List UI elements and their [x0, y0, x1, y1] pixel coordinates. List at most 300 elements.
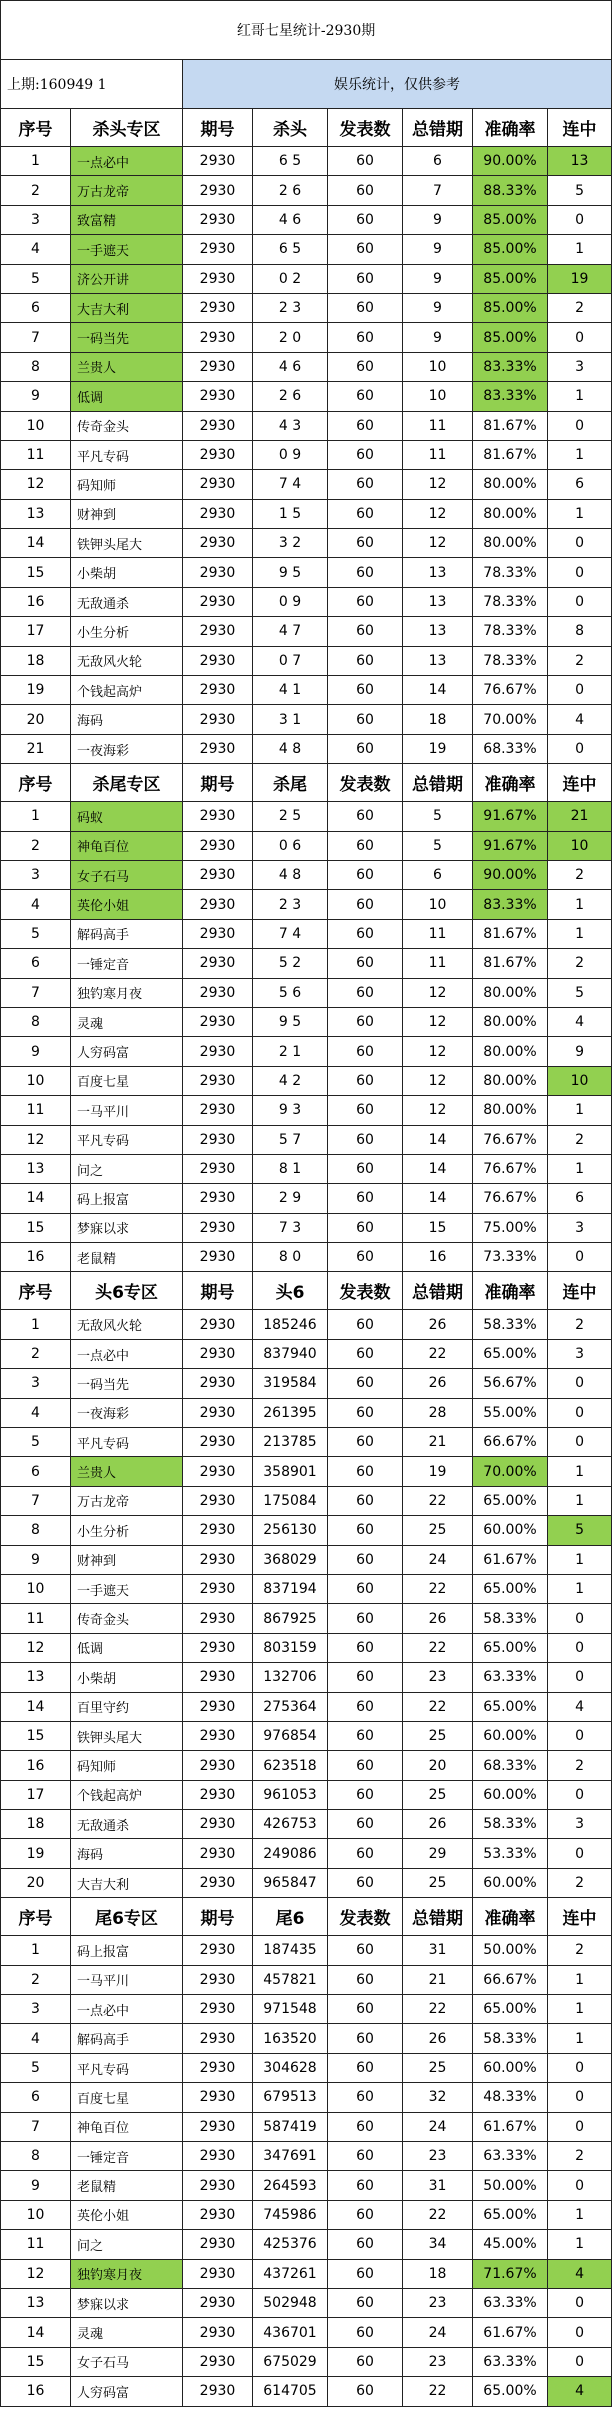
table-row	[1, 235, 612, 264]
streak-cell: 5	[548, 1516, 612, 1545]
accuracy-cell: 70.00%	[473, 705, 548, 734]
index-cell: 10	[1, 1066, 71, 1095]
accuracy-cell: 80.00%	[473, 470, 548, 499]
published-cell: 60	[328, 529, 403, 558]
table-row	[1, 2259, 612, 2288]
published-cell: 60	[328, 411, 403, 440]
code-cell: 2 6	[253, 382, 328, 411]
errors-cell: 21	[403, 1965, 473, 1994]
code-cell: 2 3	[253, 293, 328, 322]
name-cell: 码知师	[71, 1751, 183, 1780]
name-cell: 无敌通杀	[71, 1810, 183, 1839]
streak-cell: 2	[548, 1310, 612, 1339]
issue-cell: 2930	[183, 890, 253, 919]
code-cell: 803159	[253, 1633, 328, 1662]
accuracy-cell: 81.67%	[473, 949, 548, 978]
errors-cell: 26	[403, 1810, 473, 1839]
accuracy-cell: 66.67%	[473, 1965, 548, 1994]
errors-cell: 12	[403, 470, 473, 499]
published-cell: 60	[328, 802, 403, 831]
errors-cell: 26	[403, 1604, 473, 1633]
issue-cell: 2930	[183, 1692, 253, 1721]
published-cell: 60	[328, 1751, 403, 1780]
table-row	[1, 1516, 612, 1545]
code-cell: 6 5	[253, 147, 328, 176]
accuracy-cell: 60.00%	[473, 1780, 548, 1809]
table-row	[1, 1369, 612, 1398]
published-cell: 60	[328, 1066, 403, 1095]
name-cell: 平凡专码	[71, 440, 183, 469]
published-cell: 60	[328, 1721, 403, 1750]
index-cell: 7	[1, 2112, 71, 2141]
index-cell: 16	[1, 1751, 71, 1780]
index-cell: 10	[1, 2200, 71, 2229]
errors-cell: 9	[403, 205, 473, 234]
errors-cell: 23	[403, 2288, 473, 2317]
table-row	[1, 949, 612, 978]
index-cell: 21	[1, 734, 71, 763]
streak-cell: 1	[548, 1545, 612, 1574]
published-cell: 60	[328, 1936, 403, 1965]
table-row	[1, 2200, 612, 2229]
streak-cell: 3	[548, 1810, 612, 1839]
accuracy-cell: 85.00%	[473, 323, 548, 352]
accuracy-cell: 55.00%	[473, 1398, 548, 1427]
header-streak: 连中	[548, 1272, 612, 1310]
errors-cell: 22	[403, 1633, 473, 1662]
accuracy-cell: 80.00%	[473, 1037, 548, 1066]
streak-cell: 0	[548, 2053, 612, 2082]
table-row	[1, 499, 612, 528]
table-row	[1, 1692, 612, 1721]
header-errors: 总错期	[403, 1898, 473, 1936]
accuracy-cell: 58.33%	[473, 1810, 548, 1839]
table-row	[1, 2318, 612, 2347]
table-row	[1, 1213, 612, 1242]
accuracy-cell: 50.00%	[473, 2171, 548, 2200]
errors-cell: 23	[403, 1663, 473, 1692]
name-cell: 铁钾头尾大	[71, 529, 183, 558]
accuracy-cell: 60.00%	[473, 1868, 548, 1897]
accuracy-cell: 61.67%	[473, 2112, 548, 2141]
index-cell: 15	[1, 1721, 71, 1750]
errors-cell: 31	[403, 1936, 473, 1965]
index-cell: 11	[1, 2230, 71, 2259]
name-cell: 平凡专码	[71, 1125, 183, 1154]
table-row	[1, 529, 612, 558]
code-cell: 368029	[253, 1545, 328, 1574]
name-cell: 码上报富	[71, 1936, 183, 1965]
published-cell: 60	[328, 1780, 403, 1809]
table-row	[1, 1965, 612, 1994]
page-title: 红哥七星统计-2930期	[1, 1, 612, 60]
index-cell: 7	[1, 1486, 71, 1515]
errors-cell: 22	[403, 2200, 473, 2229]
issue-cell: 2930	[183, 2318, 253, 2347]
streak-cell: 2	[548, 860, 612, 889]
index-cell: 2	[1, 1339, 71, 1368]
published-cell: 60	[328, 587, 403, 616]
code-cell: 2 0	[253, 323, 328, 352]
errors-cell: 14	[403, 1154, 473, 1183]
index-cell: 14	[1, 1184, 71, 1213]
code-cell: 623518	[253, 1751, 328, 1780]
code-cell: 867925	[253, 1604, 328, 1633]
name-cell: 一锤定音	[71, 2142, 183, 2171]
errors-cell: 26	[403, 1369, 473, 1398]
index-cell: 3	[1, 1369, 71, 1398]
errors-cell: 15	[403, 1213, 473, 1242]
streak-cell: 4	[548, 1007, 612, 1036]
errors-cell: 22	[403, 2377, 473, 2406]
errors-cell: 25	[403, 1868, 473, 1897]
name-cell: 老鼠精	[71, 1243, 183, 1272]
errors-cell: 25	[403, 2053, 473, 2082]
accuracy-cell: 50.00%	[473, 1936, 548, 1965]
code-cell: 2 9	[253, 1184, 328, 1213]
table-row	[1, 1721, 612, 1750]
table-row	[1, 705, 612, 734]
name-cell: 神龟百位	[71, 2112, 183, 2141]
index-cell: 1	[1, 802, 71, 831]
issue-cell: 2930	[183, 2024, 253, 2053]
errors-cell: 32	[403, 2083, 473, 2112]
accuracy-cell: 66.67%	[473, 1428, 548, 1457]
errors-cell: 20	[403, 1751, 473, 1780]
table-row	[1, 1007, 612, 1036]
name-cell: 兰贵人	[71, 1457, 183, 1486]
streak-cell: 3	[548, 1339, 612, 1368]
streak-cell: 1	[548, 440, 612, 469]
name-cell: 平凡专码	[71, 1428, 183, 1457]
errors-cell: 12	[403, 1066, 473, 1095]
issue-cell: 2930	[183, 1066, 253, 1095]
table-row	[1, 1868, 612, 1897]
table-row	[1, 2171, 612, 2200]
code-cell: 0 2	[253, 264, 328, 293]
code-cell: 4 6	[253, 205, 328, 234]
streak-cell: 1	[548, 1457, 612, 1486]
name-cell: 一点必中	[71, 147, 183, 176]
published-cell: 60	[328, 176, 403, 205]
code-cell: 256130	[253, 1516, 328, 1545]
code-cell: 5 7	[253, 1125, 328, 1154]
issue-cell: 2930	[183, 440, 253, 469]
issue-cell: 2930	[183, 617, 253, 646]
streak-cell: 21	[548, 802, 612, 831]
issue-cell: 2930	[183, 831, 253, 860]
streak-cell: 9	[548, 1037, 612, 1066]
errors-cell: 5	[403, 831, 473, 860]
table-row	[1, 1839, 612, 1868]
index-cell: 3	[1, 860, 71, 889]
streak-cell: 0	[548, 1721, 612, 1750]
issue-cell: 2930	[183, 1398, 253, 1427]
accuracy-cell: 76.67%	[473, 676, 548, 705]
issue-cell: 2930	[183, 2053, 253, 2082]
index-cell: 2	[1, 831, 71, 860]
streak-cell: 1	[548, 235, 612, 264]
streak-cell: 0	[548, 2347, 612, 2376]
table-row	[1, 2142, 612, 2171]
header-code: 头6	[253, 1272, 328, 1310]
table-row	[1, 617, 612, 646]
published-cell: 60	[328, 293, 403, 322]
accuracy-cell: 53.33%	[473, 1839, 548, 1868]
streak-cell: 0	[548, 2112, 612, 2141]
index-cell: 9	[1, 1545, 71, 1574]
accuracy-cell: 80.00%	[473, 1066, 548, 1095]
index-cell: 6	[1, 293, 71, 322]
code-cell: 0 7	[253, 646, 328, 675]
streak-cell: 19	[548, 264, 612, 293]
accuracy-cell: 65.00%	[473, 1486, 548, 1515]
index-cell: 19	[1, 1839, 71, 1868]
streak-cell: 0	[548, 1243, 612, 1272]
published-cell: 60	[328, 1184, 403, 1213]
published-cell: 60	[328, 1810, 403, 1839]
published-cell: 60	[328, 499, 403, 528]
code-cell: 426753	[253, 1810, 328, 1839]
published-cell: 60	[328, 1545, 403, 1574]
name-cell: 一码当先	[71, 323, 183, 352]
header-published: 发表数	[328, 1898, 403, 1936]
name-cell: 女子石马	[71, 860, 183, 889]
errors-cell: 11	[403, 411, 473, 440]
code-cell: 965847	[253, 1868, 328, 1897]
published-cell: 60	[328, 919, 403, 948]
accuracy-cell: 60.00%	[473, 2053, 548, 2082]
accuracy-cell: 80.00%	[473, 529, 548, 558]
streak-cell: 2	[548, 293, 612, 322]
published-cell: 60	[328, 382, 403, 411]
name-cell: 兰贵人	[71, 352, 183, 381]
issue-cell: 2930	[183, 1633, 253, 1662]
issue-cell: 2930	[183, 1751, 253, 1780]
header-index: 序号	[1, 764, 71, 802]
name-cell: 一码当先	[71, 1369, 183, 1398]
errors-cell: 22	[403, 1995, 473, 2024]
issue-cell: 2930	[183, 1125, 253, 1154]
accuracy-cell: 63.33%	[473, 2142, 548, 2171]
streak-cell: 1	[548, 1154, 612, 1183]
errors-cell: 22	[403, 1339, 473, 1368]
errors-cell: 21	[403, 1428, 473, 1457]
accuracy-cell: 91.67%	[473, 802, 548, 831]
name-cell: 码上报富	[71, 1184, 183, 1213]
published-cell: 60	[328, 352, 403, 381]
errors-cell: 22	[403, 1692, 473, 1721]
issue-cell: 2930	[183, 1936, 253, 1965]
issue-cell: 2930	[183, 2347, 253, 2376]
errors-cell: 34	[403, 2230, 473, 2259]
streak-cell: 0	[548, 1398, 612, 1427]
index-cell: 14	[1, 2318, 71, 2347]
streak-cell: 1	[548, 382, 612, 411]
table-row	[1, 1663, 612, 1692]
errors-cell: 16	[403, 1243, 473, 1272]
table-row	[1, 646, 612, 675]
errors-cell: 24	[403, 2112, 473, 2141]
table-row	[1, 1184, 612, 1213]
errors-cell: 9	[403, 323, 473, 352]
accuracy-cell: 80.00%	[473, 1007, 548, 1036]
name-cell: 一夜海彩	[71, 1398, 183, 1427]
code-cell: 304628	[253, 2053, 328, 2082]
streak-cell: 0	[548, 1428, 612, 1457]
code-cell: 5 6	[253, 978, 328, 1007]
issue-cell: 2930	[183, 1428, 253, 1457]
index-cell: 20	[1, 1868, 71, 1897]
published-cell: 60	[328, 2318, 403, 2347]
table-row	[1, 440, 612, 469]
errors-cell: 6	[403, 860, 473, 889]
table-row	[1, 2230, 612, 2259]
name-cell: 梦寐以求	[71, 1213, 183, 1242]
accuracy-cell: 76.67%	[473, 1184, 548, 1213]
errors-cell: 25	[403, 1721, 473, 1750]
issue-cell: 2930	[183, 2083, 253, 2112]
issue-cell: 2930	[183, 802, 253, 831]
issue-cell: 2930	[183, 2142, 253, 2171]
last-issue-result: 上期:160949 1	[1, 60, 183, 109]
accuracy-cell: 65.00%	[473, 1995, 548, 2024]
code-cell: 5 2	[253, 949, 328, 978]
accuracy-cell: 65.00%	[473, 1574, 548, 1603]
code-cell: 675029	[253, 2347, 328, 2376]
issue-cell: 2930	[183, 382, 253, 411]
code-cell: 9 3	[253, 1096, 328, 1125]
errors-cell: 13	[403, 617, 473, 646]
streak-cell: 6	[548, 1184, 612, 1213]
header-issue: 期号	[183, 1272, 253, 1310]
issue-cell: 2930	[183, 734, 253, 763]
errors-cell: 9	[403, 293, 473, 322]
errors-cell: 13	[403, 646, 473, 675]
name-cell: 一锤定音	[71, 949, 183, 978]
accuracy-cell: 76.67%	[473, 1125, 548, 1154]
accuracy-cell: 61.67%	[473, 1545, 548, 1574]
streak-cell: 13	[548, 147, 612, 176]
name-cell: 一点必中	[71, 1995, 183, 2024]
issue-cell: 2930	[183, 1574, 253, 1603]
table-row	[1, 1398, 612, 1427]
code-cell: 587419	[253, 2112, 328, 2141]
name-cell: 个钱起高炉	[71, 1780, 183, 1809]
issue-cell: 2930	[183, 293, 253, 322]
name-cell: 大吉大利	[71, 1868, 183, 1897]
code-cell: 347691	[253, 2142, 328, 2171]
index-cell: 12	[1, 470, 71, 499]
table-row	[1, 1310, 612, 1339]
errors-cell: 11	[403, 919, 473, 948]
accuracy-cell: 71.67%	[473, 2259, 548, 2288]
header-published: 发表数	[328, 764, 403, 802]
streak-cell: 0	[548, 1369, 612, 1398]
issue-cell: 2930	[183, 2259, 253, 2288]
index-cell: 14	[1, 529, 71, 558]
errors-cell: 14	[403, 1184, 473, 1213]
name-cell: 一手遮天	[71, 235, 183, 264]
code-cell: 4 8	[253, 860, 328, 889]
errors-cell: 26	[403, 1310, 473, 1339]
issue-cell: 2930	[183, 499, 253, 528]
accuracy-cell: 60.00%	[473, 1721, 548, 1750]
code-cell: 4 7	[253, 617, 328, 646]
code-cell: 0 6	[253, 831, 328, 860]
issue-cell: 2930	[183, 1213, 253, 1242]
published-cell: 60	[328, 1369, 403, 1398]
accuracy-cell: 48.33%	[473, 2083, 548, 2112]
published-cell: 60	[328, 1428, 403, 1457]
errors-cell: 25	[403, 1780, 473, 1809]
index-cell: 12	[1, 1125, 71, 1154]
issue-cell: 2930	[183, 2112, 253, 2141]
table-row	[1, 1339, 612, 1368]
header-zone: 杀头专区	[71, 109, 183, 147]
published-cell: 60	[328, 1154, 403, 1183]
issue-cell: 2930	[183, 587, 253, 616]
table-row	[1, 1428, 612, 1457]
name-cell: 一马平川	[71, 1096, 183, 1125]
errors-cell: 18	[403, 705, 473, 734]
name-cell: 人穷码富	[71, 1037, 183, 1066]
table-row	[1, 734, 612, 763]
errors-cell: 22	[403, 1486, 473, 1515]
table-row	[1, 352, 612, 381]
index-cell: 8	[1, 1007, 71, 1036]
code-cell: 976854	[253, 1721, 328, 1750]
name-cell: 独钓寒月夜	[71, 2259, 183, 2288]
accuracy-cell: 75.00%	[473, 1213, 548, 1242]
published-cell: 60	[328, 705, 403, 734]
issue-cell: 2930	[183, 1310, 253, 1339]
accuracy-cell: 85.00%	[473, 264, 548, 293]
errors-cell: 12	[403, 1096, 473, 1125]
accuracy-cell: 81.67%	[473, 411, 548, 440]
errors-cell: 12	[403, 499, 473, 528]
streak-cell: 0	[548, 734, 612, 763]
accuracy-cell: 65.00%	[473, 1692, 548, 1721]
index-cell: 19	[1, 676, 71, 705]
name-cell: 独钓寒月夜	[71, 978, 183, 1007]
streak-cell: 2	[548, 1936, 612, 1965]
index-cell: 17	[1, 1780, 71, 1809]
section-header-row	[1, 764, 612, 802]
code-cell: 0 9	[253, 440, 328, 469]
name-cell: 小生分析	[71, 617, 183, 646]
published-cell: 60	[328, 147, 403, 176]
published-cell: 60	[328, 1398, 403, 1427]
streak-cell: 4	[548, 705, 612, 734]
code-cell: 187435	[253, 1936, 328, 1965]
code-cell: 436701	[253, 2318, 328, 2347]
table-row	[1, 1457, 612, 1486]
code-cell: 679513	[253, 2083, 328, 2112]
index-cell: 9	[1, 2171, 71, 2200]
issue-cell: 2930	[183, 1995, 253, 2024]
accuracy-cell: 88.33%	[473, 176, 548, 205]
code-cell: 275364	[253, 1692, 328, 1721]
published-cell: 60	[328, 235, 403, 264]
published-cell: 60	[328, 1007, 403, 1036]
table-row	[1, 1936, 612, 1965]
index-cell: 11	[1, 1096, 71, 1125]
header-issue: 期号	[183, 109, 253, 147]
code-cell: 358901	[253, 1457, 328, 1486]
streak-cell: 1	[548, 919, 612, 948]
name-cell: 致富精	[71, 205, 183, 234]
